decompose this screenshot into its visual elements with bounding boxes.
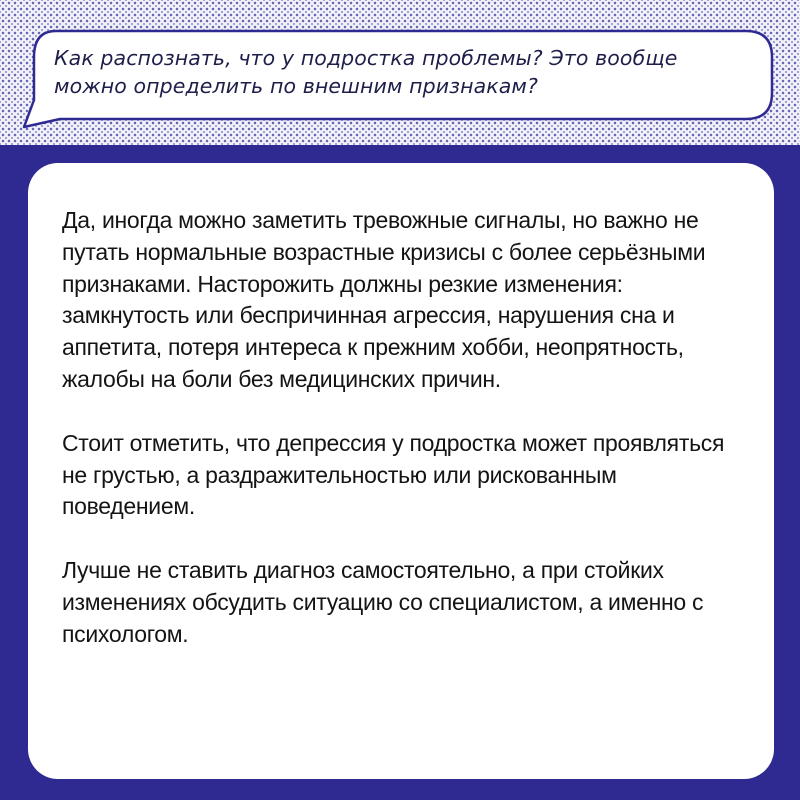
answer-paragraph-depression: Стоит отметить, что депрессия у подростка может проявляться не грустью, а раздражительностью или рискованным поведением.	[62, 429, 725, 520]
question-text: Как распознать, что у подростка проблемы? Это вообще можно определить по внешним признакам?	[54, 46, 678, 98]
answer-body	[62, 205, 752, 683]
answer-paragraph-warning-signs: Да, иногда можно заметить тревожные сигналы, но важно не путать нормальные возрастные кризисы с более серьёзными признаками. Насторожить должны резкие изменения: замкнутость или беспричинная агрессия, нарушения сна и аппетита, потеря интереса к прежним хобби, неопрятность, жалобы на боли без медицинских причин.	[62, 207, 706, 392]
answer-card	[28, 163, 774, 779]
answer-paragraph-specialist: Лучше не ставить диагноз самостоятельно, а при стойких изменениях обсудить ситуацию со специалистом, а именно с психологом.	[62, 557, 704, 647]
